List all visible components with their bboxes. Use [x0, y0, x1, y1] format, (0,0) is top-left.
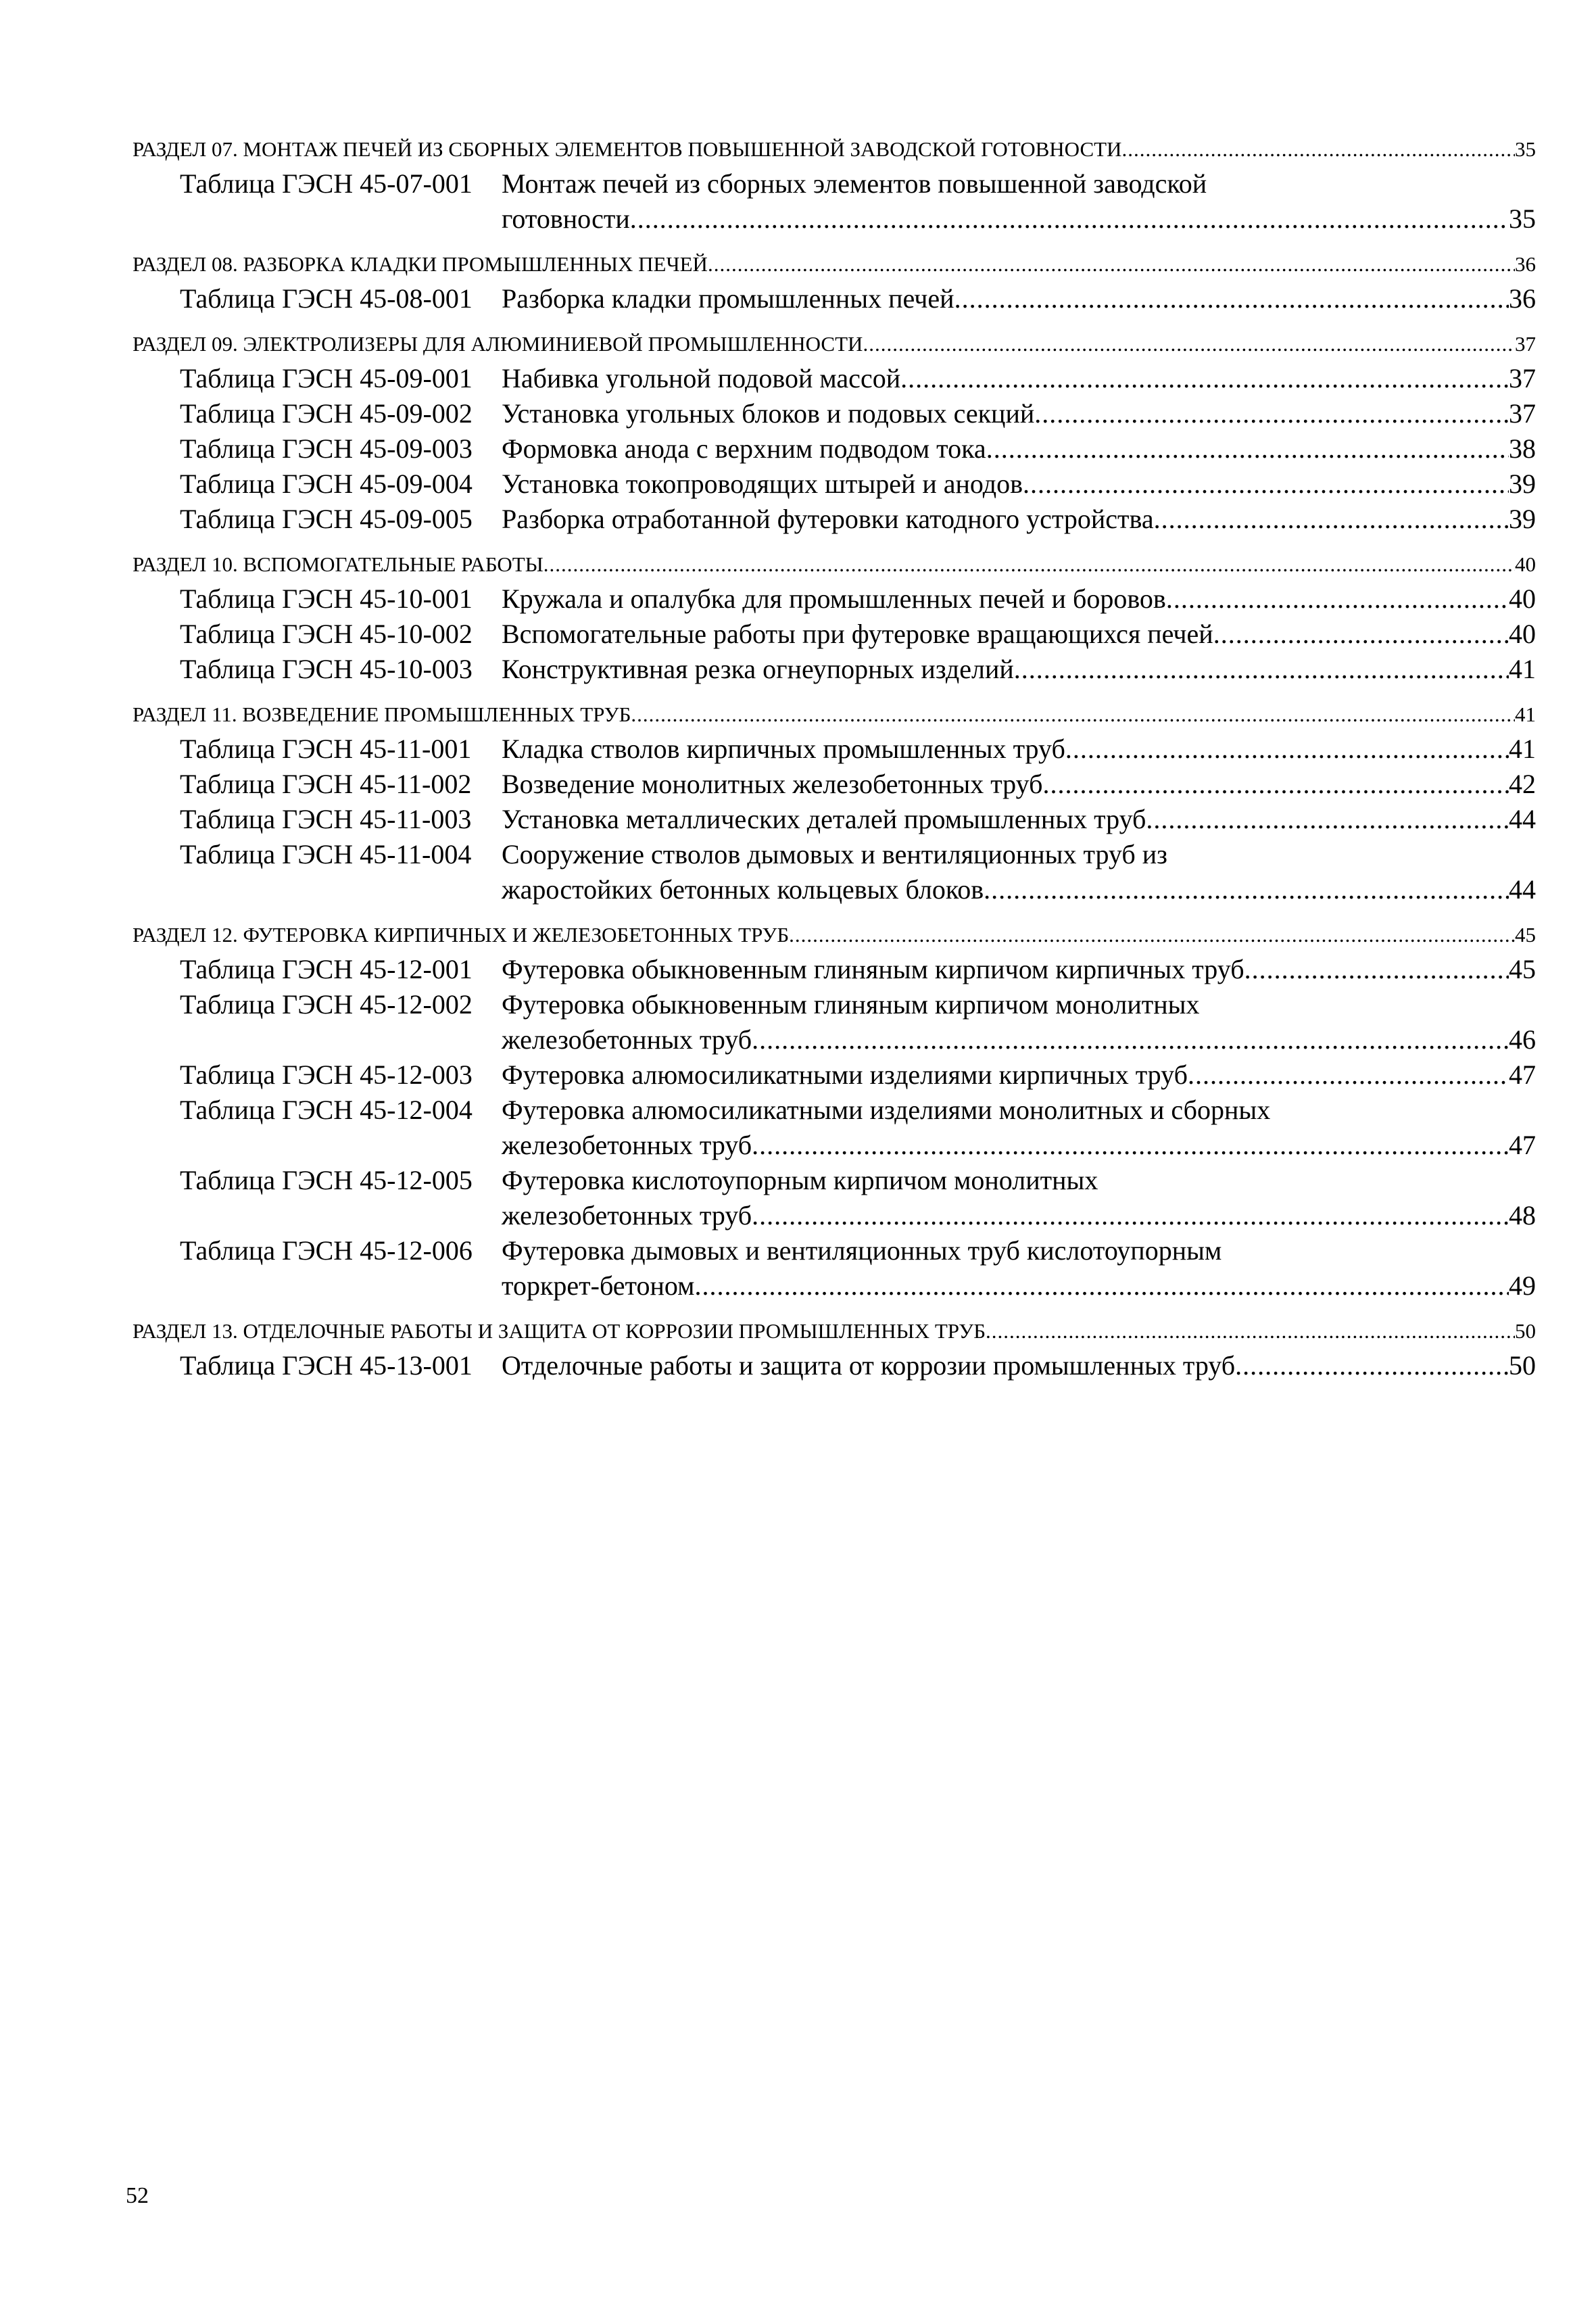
- entry-title: [502, 581, 1536, 617]
- section-title: РАЗДЕЛ 09. ЭЛЕКТРОЛИЗЕРЫ ДЛЯ АЛЮМИНИЕВОЙ ПРОМЫШЛЕННОСТИ: [132, 332, 863, 356]
- table-code: Таблица ГЭСН 45-12-003: [180, 1059, 473, 1090]
- toc-entry[interactable]: [132, 281, 1536, 316]
- section-heading[interactable]: [132, 698, 1536, 732]
- table-code: Таблица ГЭСН 45-11-003: [180, 804, 472, 834]
- entry-page-number: 49: [1509, 1270, 1536, 1301]
- entry-title-line: [502, 467, 1536, 502]
- toc-section: [132, 548, 1536, 687]
- entry-page-number: 37: [1509, 363, 1536, 393]
- entry-title-text: Вспомогательные работы при футеровке вращающихся печей: [502, 619, 1213, 649]
- entry-title: [502, 732, 1536, 767]
- entry-title-line: [502, 802, 1536, 837]
- toc-entry[interactable]: [132, 166, 1536, 237]
- section-heading[interactable]: [132, 548, 1536, 581]
- entry-title-line: [502, 201, 1536, 237]
- entry-title-text: Отделочные работы и защита от коррозии промышленных труб: [502, 1350, 1236, 1381]
- table-code: Таблица ГЭСН 45-10-001: [180, 583, 473, 614]
- table-code: Таблица ГЭСН 45-07-001: [180, 168, 473, 199]
- table-code: Таблица ГЭСН 45-08-001: [180, 283, 473, 314]
- dot-leader: [1121, 133, 1515, 166]
- section-page-number: 50: [1515, 1319, 1536, 1343]
- entry-title: [502, 1348, 1536, 1383]
- section-page-number: 40: [1515, 552, 1536, 576]
- entry-page-number: 44: [1509, 804, 1536, 834]
- entry-title: [502, 467, 1536, 502]
- dot-leader: [752, 1198, 1509, 1233]
- table-code: Таблица ГЭСН 45-11-004: [180, 839, 472, 869]
- entry-title-line: Футеровка дымовых и вентиляционных труб кислотоупорным: [502, 1235, 1222, 1266]
- section-page-number: 35: [1515, 137, 1536, 161]
- table-code: Таблица ГЭСН 45-10-002: [180, 619, 473, 649]
- entry-page-number: 35: [1509, 204, 1536, 234]
- dot-leader: [1188, 1057, 1509, 1093]
- entry-title-text: торкрет-бетоном: [502, 1270, 695, 1301]
- entry-title: [502, 361, 1536, 396]
- entry-title: [502, 617, 1536, 652]
- entry-title-line: [502, 732, 1536, 767]
- dot-leader: [631, 698, 1515, 732]
- entry-page-number: 50: [1509, 1350, 1536, 1381]
- dot-leader: [789, 918, 1515, 952]
- section-title: РАЗДЕЛ 10. ВСПОМОГАТЕЛЬНЫЕ РАБОТЫ: [132, 552, 543, 576]
- entry-page-number: 45: [1509, 954, 1536, 984]
- entry-page-number: 42: [1509, 769, 1536, 799]
- dot-leader: [1213, 617, 1509, 652]
- toc-section: [132, 133, 1536, 237]
- entry-page-number: 48: [1509, 1200, 1536, 1231]
- entry-title-text: Футеровка обыкновенным глиняным кирпичом кирпичных труб: [502, 954, 1244, 984]
- toc-entry[interactable]: [132, 1163, 1536, 1233]
- entry-page-number: 36: [1509, 283, 1536, 314]
- entry-title-line: Сооружение стволов дымовых и вентиляционных труб из: [502, 839, 1167, 869]
- entry-title-text: Установка угольных блоков и подовых секций: [502, 398, 1035, 429]
- entry-page-number: 39: [1509, 504, 1536, 534]
- dot-leader: [1244, 952, 1509, 987]
- toc-entry[interactable]: [132, 431, 1536, 467]
- toc-entry[interactable]: [132, 581, 1536, 617]
- table-code: Таблица ГЭСН 45-11-001: [180, 734, 472, 764]
- dot-leader: [984, 872, 1509, 907]
- section-page-number: 36: [1515, 252, 1536, 276]
- entry-title-line: Футеровка алюмосиликатными изделиями монолитных и сборных: [502, 1095, 1271, 1125]
- entry-title-line: [502, 872, 1536, 907]
- dot-leader: [1014, 652, 1509, 687]
- entry-title: [502, 502, 1536, 537]
- table-code: Таблица ГЭСН 45-12-002: [180, 989, 473, 1020]
- section-title: РАЗДЕЛ 12. ФУТЕРОВКА КИРПИЧНЫХ И ЖЕЛЕЗОБЕТОННЫХ ТРУБ: [132, 923, 790, 947]
- entry-title: [502, 1163, 1536, 1233]
- entry-title-text: Разборка кладки промышленных печей: [502, 283, 954, 314]
- section-heading[interactable]: [132, 918, 1536, 952]
- entry-title-text: Установка токопроводящих штырей и анодов: [502, 469, 1023, 499]
- dot-leader: [708, 247, 1515, 281]
- entry-title-line: Монтаж печей из сборных элементов повышенной заводской: [502, 168, 1207, 199]
- toc-entry[interactable]: [132, 802, 1536, 837]
- entry-page-number: 41: [1509, 654, 1536, 684]
- dot-leader: [630, 201, 1509, 237]
- page-number: 52: [126, 2183, 149, 2208]
- entry-title: [502, 166, 1536, 237]
- entry-title: [502, 281, 1536, 316]
- entry-title: [502, 1057, 1536, 1093]
- entry-title: [502, 431, 1536, 467]
- toc-entry[interactable]: [132, 396, 1536, 431]
- toc-entry[interactable]: [132, 1093, 1536, 1163]
- toc-entry[interactable]: [132, 837, 1536, 907]
- dot-leader: [900, 361, 1509, 396]
- dot-leader: [1154, 502, 1509, 537]
- entry-title-text: Футеровка алюмосиликатными изделиями кирпичных труб: [502, 1059, 1188, 1090]
- table-code: Таблица ГЭСН 45-09-002: [180, 398, 473, 429]
- entry-title: [502, 396, 1536, 431]
- table-code: Таблица ГЭСН 45-12-004: [180, 1095, 473, 1125]
- entry-title-text: готовности: [502, 204, 630, 234]
- entry-title-text: Кружала и опалубка для промышленных печей и боровов: [502, 583, 1166, 614]
- section-heading[interactable]: [132, 247, 1536, 281]
- toc-section: [132, 1314, 1536, 1383]
- dot-leader: [1042, 767, 1509, 802]
- table-code: Таблица ГЭСН 45-10-003: [180, 654, 473, 684]
- entry-page-number: 39: [1509, 469, 1536, 499]
- entry-title: [502, 802, 1536, 837]
- entry-title-text: Набивка угольной подовой массой: [502, 363, 901, 393]
- entry-title-line: [502, 396, 1536, 431]
- entry-title-text: Формовка анода с верхним подводом тока: [502, 433, 986, 464]
- table-of-contents: [132, 133, 1536, 1394]
- entry-title-line: [502, 1057, 1536, 1093]
- toc-entry[interactable]: [132, 1057, 1536, 1093]
- entry-title: [502, 987, 1536, 1057]
- toc-entry[interactable]: [132, 467, 1536, 502]
- entry-title: [502, 1233, 1536, 1304]
- entry-title: [502, 1093, 1536, 1163]
- section-page-number: 45: [1515, 923, 1536, 947]
- entry-page-number: 40: [1509, 583, 1536, 614]
- toc-entry[interactable]: [132, 617, 1536, 652]
- entry-page-number: 46: [1509, 1024, 1536, 1055]
- section-title: РАЗДЕЛ 11. ВОЗВЕДЕНИЕ ПРОМЫШЛЕННЫХ ТРУБ: [132, 702, 631, 726]
- dot-leader: [986, 431, 1509, 467]
- entry-title-line: [502, 361, 1536, 396]
- toc-section: [132, 247, 1536, 316]
- toc-entry[interactable]: [132, 1233, 1536, 1304]
- entry-page-number: 37: [1509, 398, 1536, 429]
- entry-title-text: Установка металлических деталей промышленных труб: [502, 804, 1146, 834]
- entry-page-number: 41: [1509, 734, 1536, 764]
- toc-entry[interactable]: [132, 652, 1536, 687]
- table-code: Таблица ГЭСН 45-13-001: [180, 1350, 473, 1381]
- toc-entry[interactable]: [132, 732, 1536, 767]
- section-heading[interactable]: [132, 327, 1536, 361]
- toc-entry[interactable]: [132, 952, 1536, 987]
- entry-title-text: Конструктивная резка огнеупорных изделий: [502, 654, 1014, 684]
- section-page-number: 41: [1515, 702, 1536, 726]
- entry-page-number: 38: [1509, 433, 1536, 464]
- entry-page-number: 47: [1509, 1130, 1536, 1160]
- entry-title-line: [502, 502, 1536, 537]
- entry-title-text: железобетонных труб: [502, 1200, 752, 1231]
- table-code: Таблица ГЭСН 45-11-002: [180, 769, 472, 799]
- dot-leader: [986, 1314, 1515, 1348]
- entry-title-line: [502, 652, 1536, 687]
- table-code: Таблица ГЭСН 45-09-004: [180, 469, 473, 499]
- section-title: РАЗДЕЛ 13. ОТДЕЛОЧНЫЕ РАБОТЫ И ЗАЩИТА ОТ КОРРОЗИИ ПРОМЫШЛЕННЫХ ТРУБ: [132, 1319, 986, 1343]
- table-code: Таблица ГЭСН 45-09-003: [180, 433, 473, 464]
- dot-leader: [1034, 396, 1509, 431]
- dot-leader: [1146, 802, 1509, 837]
- entry-title-line: Футеровка обыкновенным глиняным кирпичом монолитных: [502, 989, 1200, 1020]
- entry-title-line: Футеровка кислотоупорным кирпичом монолитных: [502, 1165, 1098, 1195]
- section-title: РАЗДЕЛ 08. РАЗБОРКА КЛАДКИ ПРОМЫШЛЕННЫХ ПЕЧЕЙ: [132, 252, 708, 276]
- dot-leader: [863, 327, 1515, 361]
- table-code: Таблица ГЭСН 45-12-006: [180, 1235, 473, 1266]
- toc-entry[interactable]: [132, 767, 1536, 802]
- entry-title-line: [502, 767, 1536, 802]
- entry-title-text: Разборка отработанной футеровки катодного устройства: [502, 504, 1154, 534]
- entry-title: [502, 952, 1536, 987]
- entry-title-text: Кладка стволов кирпичных промышленных труб: [502, 734, 1065, 764]
- entry-title: [502, 837, 1536, 907]
- section-page-number: 37: [1515, 332, 1536, 356]
- table-code: Таблица ГЭСН 45-12-001: [180, 954, 473, 984]
- dot-leader: [954, 281, 1509, 316]
- entry-title: [502, 767, 1536, 802]
- entry-page-number: 44: [1509, 874, 1536, 905]
- section-heading[interactable]: [132, 133, 1536, 166]
- entry-title-text: железобетонных труб: [502, 1024, 752, 1055]
- dot-leader: [752, 1022, 1509, 1057]
- dot-leader: [1065, 732, 1509, 767]
- entry-title-text: Возведение монолитных железобетонных труб: [502, 769, 1043, 799]
- entry-title-line: [502, 952, 1536, 987]
- dot-leader: [694, 1268, 1509, 1304]
- table-code: Таблица ГЭСН 45-12-005: [180, 1165, 473, 1195]
- entry-title-line: [502, 1348, 1536, 1383]
- toc-section: [132, 918, 1536, 1304]
- dot-leader: [1023, 467, 1509, 502]
- dot-leader: [752, 1128, 1509, 1163]
- toc-section: [132, 327, 1536, 537]
- dot-leader: [543, 548, 1515, 581]
- toc-entry[interactable]: [132, 502, 1536, 537]
- section-title: РАЗДЕЛ 07. МОНТАЖ ПЕЧЕЙ ИЗ СБОРНЫХ ЭЛЕМЕНТОВ ПОВЫШЕННОЙ ЗАВОДСКОЙ ГОТОВНОСТИ: [132, 137, 1122, 161]
- dot-leader: [1166, 581, 1509, 617]
- entry-title-line: [502, 1128, 1536, 1163]
- toc-entry[interactable]: [132, 1348, 1536, 1383]
- entry-title-line: [502, 281, 1536, 316]
- toc-section: [132, 698, 1536, 907]
- table-code: Таблица ГЭСН 45-09-001: [180, 363, 473, 393]
- entry-title-line: [502, 581, 1536, 617]
- toc-entry[interactable]: [132, 361, 1536, 396]
- entry-title-line: [502, 1198, 1536, 1233]
- entry-title-line: [502, 1268, 1536, 1304]
- entry-title-text: жаростойких бетонных кольцевых блоков: [502, 874, 984, 905]
- table-code: Таблица ГЭСН 45-09-005: [180, 504, 473, 534]
- entry-page-number: 47: [1509, 1059, 1536, 1090]
- entry-title-text: железобетонных труб: [502, 1130, 752, 1160]
- entry-title-line: [502, 431, 1536, 467]
- entry-title: [502, 652, 1536, 687]
- entry-title-line: [502, 1022, 1536, 1057]
- dot-leader: [1235, 1348, 1509, 1383]
- entry-title-line: [502, 617, 1536, 652]
- toc-entry[interactable]: [132, 987, 1536, 1057]
- entry-page-number: 40: [1509, 619, 1536, 649]
- section-heading[interactable]: [132, 1314, 1536, 1348]
